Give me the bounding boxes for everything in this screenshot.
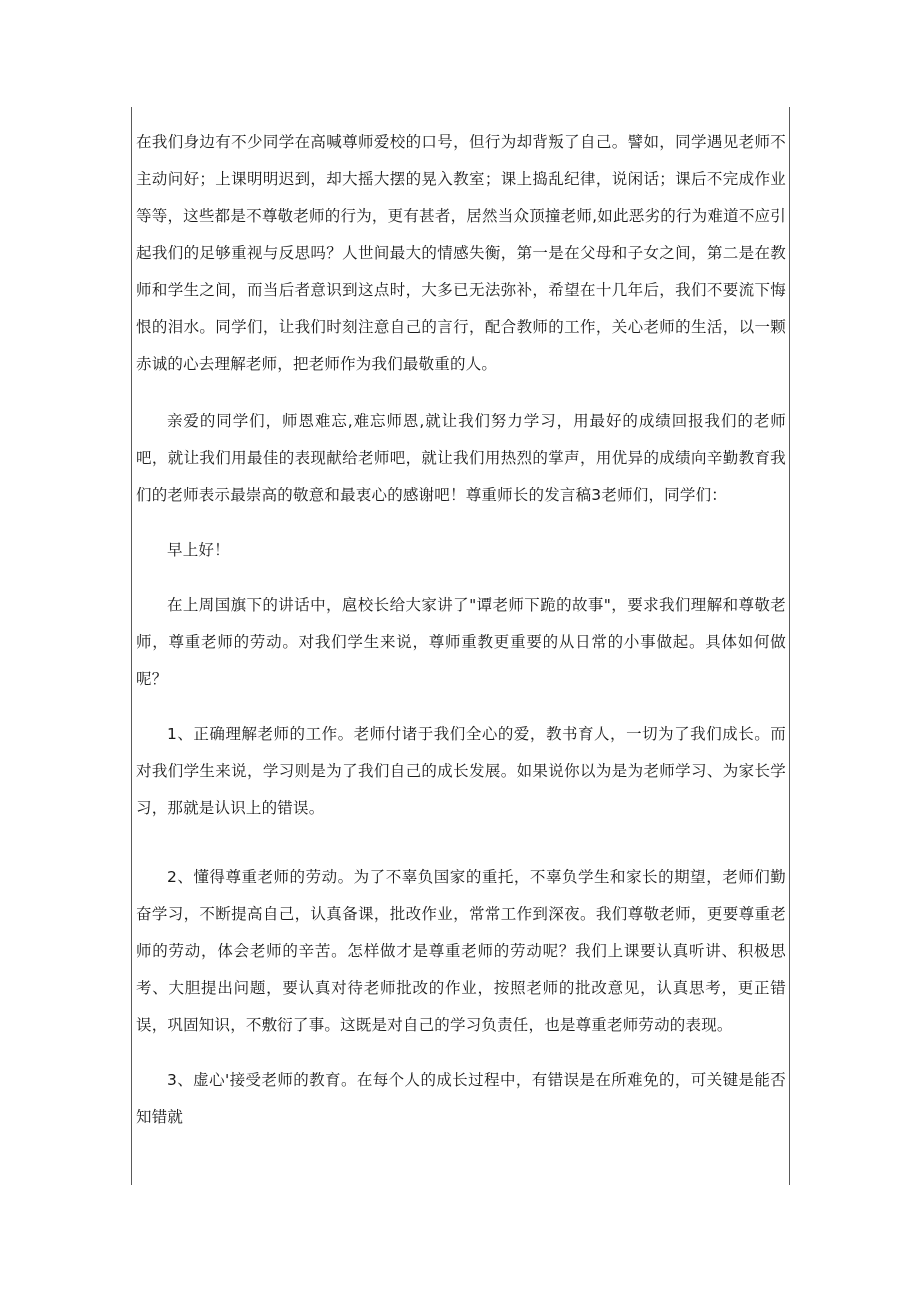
document-body	[136, 124, 786, 1136]
paragraph-point-1: 1、正确理解老师的工作。老师付诸于我们全心的爱，教书育人，一切为了我们成长。而对我们学生来说，学习则是为了我们自己的成长发展。如果说你以为是为老师学习、为家长学习，那就是认识上的错误。	[136, 725, 786, 817]
left-margin-line	[131, 107, 132, 1185]
paragraph-greeting: 早上好！	[167, 541, 230, 559]
paragraph-gratitude: 亲爱的同学们，师恩难忘,难忘师恩,就让我们努力学习，用最好的成绩回报我们的老师吧，就让我们用最佳的表现献给老师吧，就让我们用热烈的掌声，用优异的成绩向辛勤教育我们的老师表示最崇高的敬意和最衷心的感谢吧！尊重师长的发言稿3老师们，同学们：	[136, 412, 786, 504]
paragraph-respect-behavior: 在我们身边有不少同学在高喊尊师爱校的口号，但行为却背叛了自己。譬如，同学遇见老师不主动问好；上课明明迟到，却大摇大摆的晃入教室；课上捣乱纪律，说闲话；课后不完成作业等等，这些都是不尊敬老师的行为，更有甚者，居然当众顶撞老师,如此恶劣的行为难道不应引起我们的足够重视与反思吗？人世间最大的情感失衡，第一是在父母和子女之间，第二是在教师和学生之间，而当后者意识到这点时，大多已无法弥补，希望在十几年后，我们不要流下悔恨的泪水。同学们，让我们时刻注意自己的言行，配合教师的工作，关心老师的生活，以一颗赤诚的心去理解老师，把老师作为我们最敬重的人。	[136, 133, 786, 373]
paragraph-flag-speech: 在上周国旗下的讲话中，扈校长给大家讲了"谭老师下跪的故事"，要求我们理解和尊敬老师，尊重老师的劳动。对我们学生来说，尊师重教更重要的从日常的小事做起。具体如何做呢？	[136, 596, 786, 688]
paragraph-point-3: 3、虚心'接受老师的教育。在每个人的成长过程中，有错误是在所难免的，可关键是能否知错就	[136, 1071, 786, 1126]
paragraph-point-2: 2、懂得尊重老师的劳动。为了不辜负国家的重托，不辜负学生和家长的期望，老师们勤奋学习，不断提高自己，认真备课，批改作业，常常工作到深夜。我们尊敬老师，更要尊重老师的劳动，体会老师的辛苦。怎样做才是尊重老师的劳动呢？我们上课要认真听讲、积极思考、大胆提出问题，要认真对待老师批改的作业，按照老师的批改意见，认真思考，更正错误，巩固知识，不敷衍了事。这既是对自己的学习负责任，也是尊重老师劳动的表现。	[136, 868, 786, 1034]
right-margin-line	[789, 107, 790, 1185]
